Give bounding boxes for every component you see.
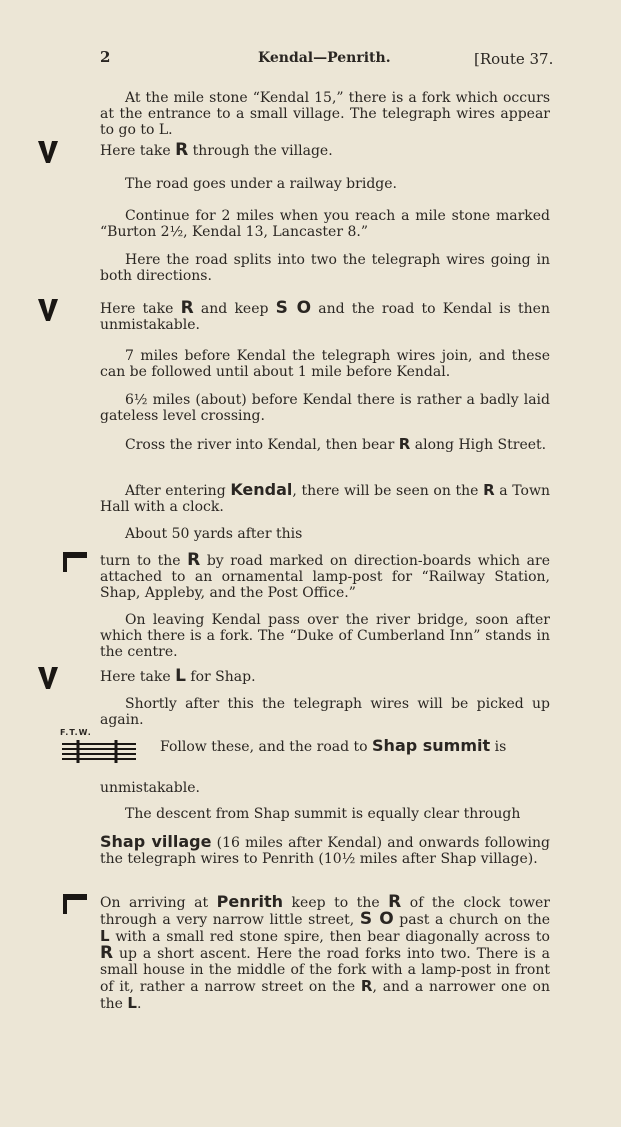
paragraph: Cross the river into Kendal, then bear R along High Street. (125, 435, 547, 453)
paragraph: F.T.W. Follow these, and the road to Shap summit is (100, 738, 550, 780)
paragraph: Shortly after this the telegraph wires will be picked up again. (100, 696, 550, 728)
route-label: [Route 37. (474, 50, 554, 68)
fork-v-icon (37, 666, 59, 690)
paragraph: Here take R through the village. (100, 142, 550, 176)
page-number: 2 (100, 48, 111, 66)
paragraph: 6½ miles (about) before Kendal there is rather a badly laid gateless level crossing. (100, 392, 550, 424)
paragraph: On leaving Kendal pass over the river bridge, soon after which there is a fork. The “Duke of Cumberland Inn” stands in the centre. (100, 612, 550, 660)
paragraph: unmistakable. (100, 780, 200, 796)
route-directions (60, 90, 551, 1012)
turn-right-icon (62, 550, 88, 574)
page-title: Kendal—Penrith. (258, 50, 391, 66)
paragraph: The road goes under a railway bridge. (125, 176, 397, 192)
paragraph: turn to the R by road marked on direction-boards which are attached to an ornamental lamp-post for “Railway Station, Shap, Appleby, and the Post Office.” (100, 552, 550, 612)
fork-v-icon (37, 140, 59, 164)
turn-right-icon (62, 892, 88, 916)
paragraph: After entering Kendal, there will be seen on the R a Town Hall with a clock. (100, 480, 550, 515)
telegraph-wires-icon: F.T.W. (60, 728, 92, 737)
paragraph: Continue for 2 miles when you reach a mile stone marked “Burton 2½, Kendal 13, Lancaster 8.” (100, 208, 550, 240)
running-header (0, 48, 621, 72)
paragraph: At the mile stone “Kendal 15,” there is a fork which occurs at the entrance to a small village. The telegraph wires appear to go to L. (100, 90, 550, 138)
fork-v-icon (37, 298, 59, 322)
paragraph: Here the road splits into two the telegraph wires going in both directions. (100, 252, 550, 284)
paragraph: About 50 yards after this (125, 526, 303, 542)
paragraph: Here take L for Shap. (100, 668, 550, 696)
paragraph: The descent from Shap summit is equally clear through (125, 806, 521, 822)
paragraph: Shap village (16 miles after Kendal) and onwards following the telegraph wires to Penrith (10½ miles after Shap village). (100, 832, 551, 867)
paragraph: Here take R and keep S O and the road to Kendal is then unmistakable. (100, 300, 550, 348)
paragraph: 7 miles before Kendal the telegraph wires join, and these can be followed until about 1 mile before Kendal. (100, 348, 550, 380)
paragraph: On arriving at Penrith keep to the R of the clock tower through a very narrow little street, S O past a church on the L with a small red stone spire, then bear diagonally across to R up a short ascent. Here the road forks into two. There is a small house in the middle of the fork with a lamp-post in front of it, rather a narrow street on the R, and a narrower one on the L. (100, 894, 550, 1004)
